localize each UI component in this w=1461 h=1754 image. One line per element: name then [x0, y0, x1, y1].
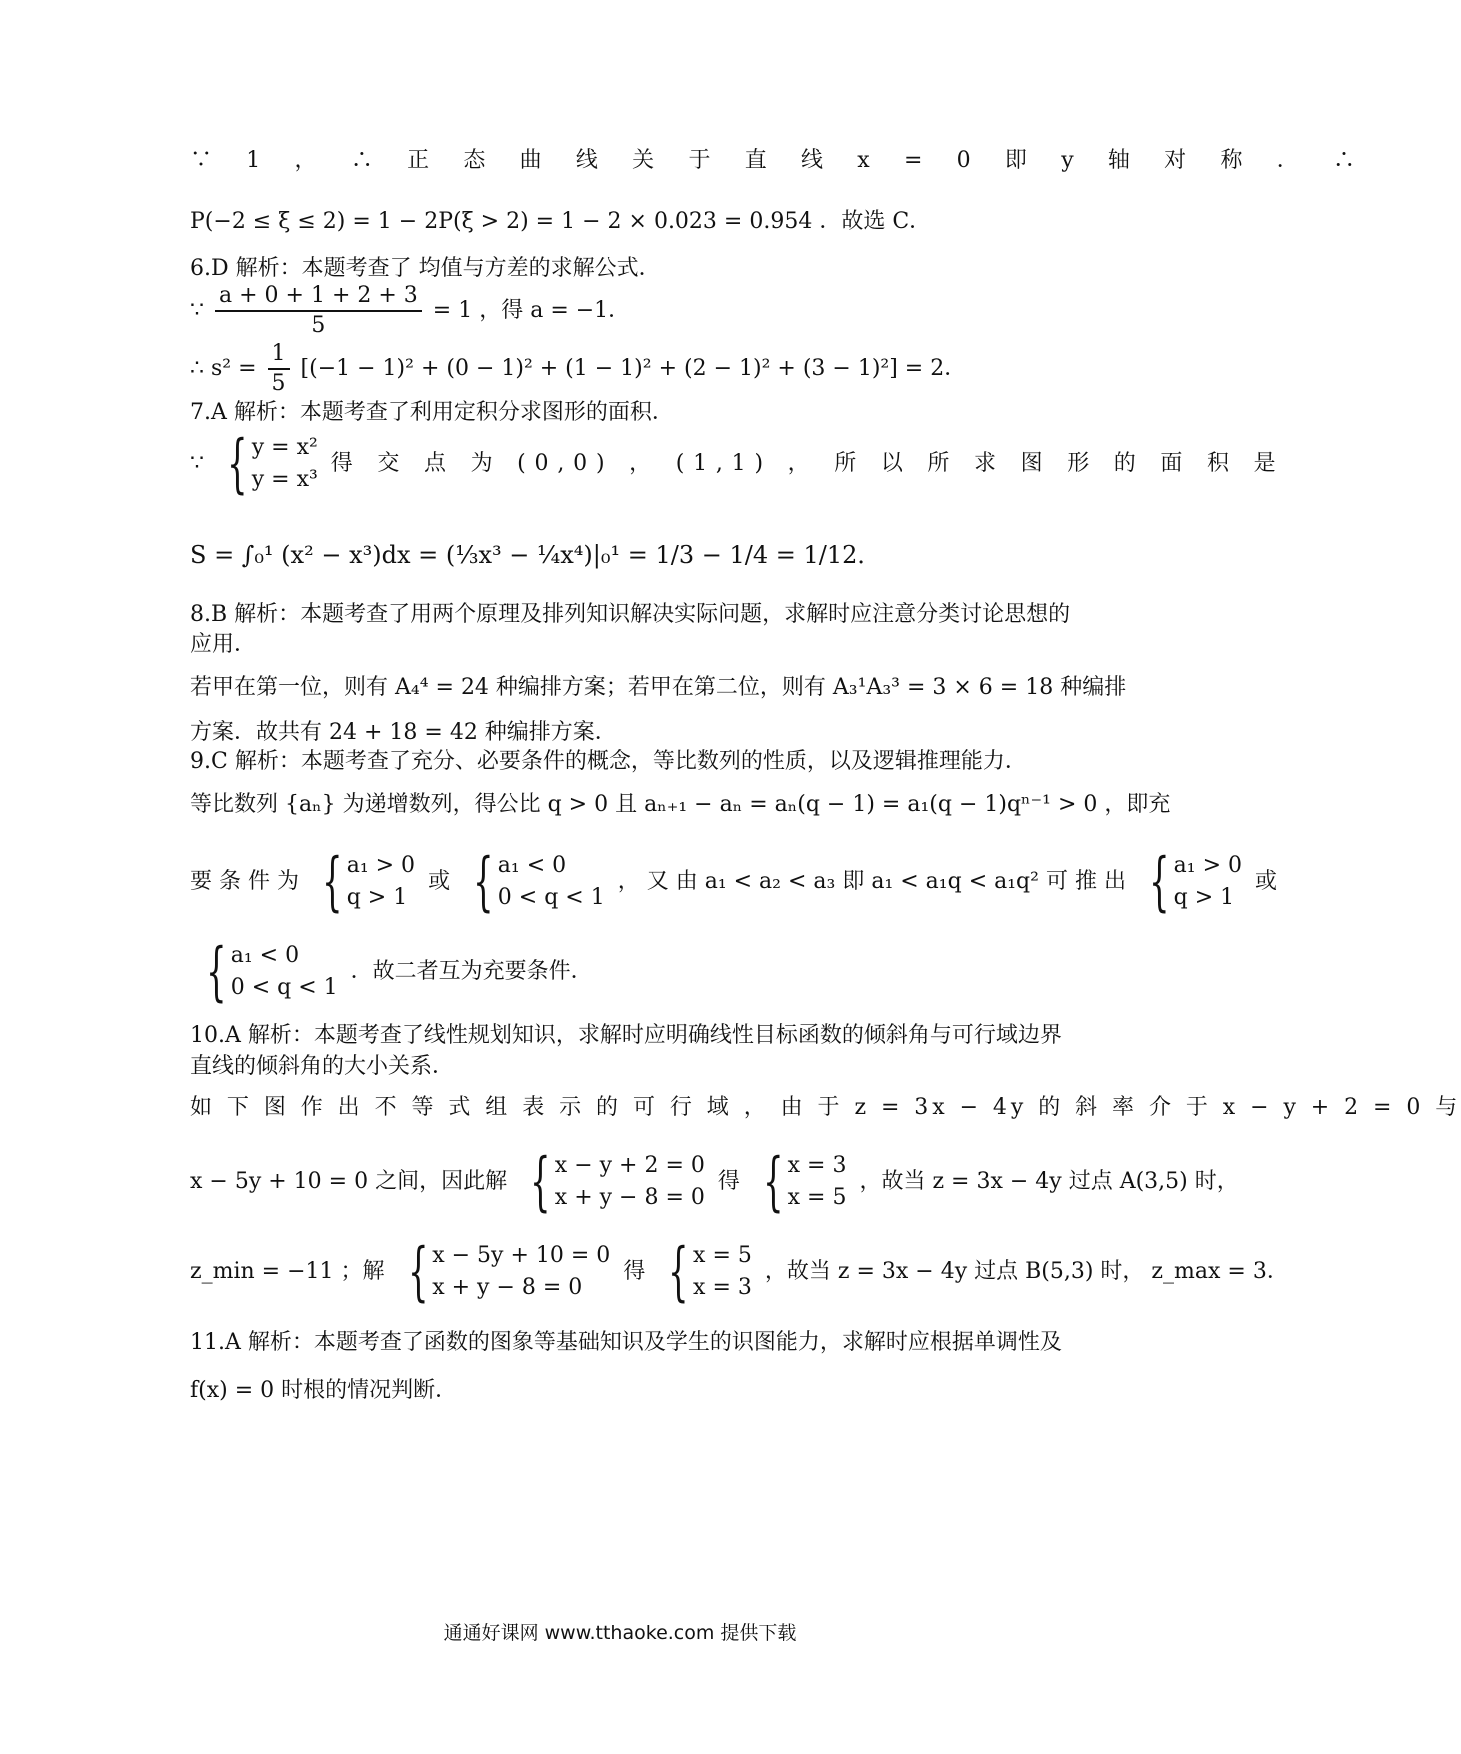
q10-zmin: z_min = −11 ；解 — [190, 1259, 385, 1284]
q6-title: 6.D 解析：本题考查了 均值与方差的求解公式． — [190, 256, 661, 281]
system-row: a₁ < 0 — [230, 943, 300, 968]
condition-system — [1139, 845, 1243, 919]
condition-system — [196, 935, 338, 1009]
equation-system — [520, 1145, 705, 1219]
system-row: x + y − 8 = 0 — [554, 1185, 705, 1210]
q6-variance — [190, 340, 966, 398]
system-row: 0 < q < 1 — [230, 975, 338, 1000]
system-row: a₁ < 0 — [497, 853, 567, 878]
q10-prefix: x − 5y + 10 = 0 之间，因此解 — [190, 1169, 508, 1194]
brace-icon: { — [530, 1145, 551, 1219]
text-line: ∵ 1 ， ∴ 正 态 曲 线 关 于 直 线 x = 0 即 y 轴 对 称 ． ∴ — [190, 148, 1369, 173]
q11-title: 11.A 解析：本题考查了函数的图象等基础知识及学生的识图能力，求解时应根据单调性及 — [190, 1330, 1062, 1355]
equation-system — [398, 1235, 611, 1309]
or-text: 或 — [1255, 869, 1278, 894]
system-row: q > 1 — [1173, 885, 1235, 910]
system-row: y = x³ — [251, 467, 318, 492]
brace-icon: { — [407, 1235, 429, 1309]
fraction-numerator: a + 0 + 1 + 2 + 3 — [215, 282, 422, 312]
fraction-denominator: 5 — [271, 371, 286, 396]
q9-middle: ， 又 由 a₁ < a₂ < a₃ 即 a₁ < a₁q < a₁q² 可 推 出 — [617, 869, 1126, 894]
q9-conclusion — [190, 935, 593, 1009]
q10-result: ，故当 z = 3x − 4y 过点 A(3,5) 时， — [859, 1169, 1239, 1194]
q7-integral: S = ∫₀¹ (x² − x³)dx = (⅓x³ − ¼x⁴)|₀¹ = 1/3 − 1/4 = 1/12． — [190, 541, 882, 569]
q10-zmax: ，故当 z = 3x − 4y 过点 B(5,3) 时， z_max = 3． — [764, 1259, 1289, 1284]
q10-title: 10.A 解析：本题考查了线性规划知识，求解时应明确线性目标函数的倾斜角与可行域边界 — [190, 1023, 1062, 1048]
system-row: a₁ > 0 — [1173, 853, 1243, 878]
variance-rhs: [(−1 − 1)² + (0 − 1)² + (1 − 1)² + (2 − 1)² + (3 − 1)²] = 2． — [300, 356, 967, 381]
q8-body: 若甲在第一位，则有 A₄⁴ = 24 种编排方案；若甲在第二位，则有 A₃¹A₃³ = 3 × 6 = 18 种编排 — [190, 675, 1127, 700]
system-row: q > 1 — [346, 885, 408, 910]
q8-body-cont: 方案．故共有 24 + 18 = 42 种编排方案． — [190, 720, 617, 745]
or-text: 或 — [428, 869, 451, 894]
solution-system — [753, 1145, 847, 1219]
q6-result: = 1 ，得 a = −1． — [432, 298, 631, 323]
system-row: x = 3 — [693, 1275, 752, 1300]
q8-title-cont: 应用． — [190, 632, 257, 657]
q9-body: 等比数列 {aₙ} 为递增数列，得公比 q > 0 且 aₙ₊₁ − aₙ = aₙ(q − 1) = a₁(q − 1)qⁿ⁻¹ > 0 ，即充 — [190, 792, 1171, 817]
brace-icon: { — [206, 935, 227, 1009]
q7-system-line — [190, 427, 1285, 501]
equation-system — [217, 427, 318, 501]
q6-equation — [190, 282, 630, 340]
q10-solve-a — [190, 1145, 1239, 1219]
q10-title-cont: 直线的倾斜角的大小关系． — [190, 1054, 455, 1079]
system-row: x + y − 8 = 0 — [432, 1275, 583, 1300]
q7-intersection-text: 得 交 点 为 (0,0) ， (1,1) ， 所 以 所 求 图 形 的 面 积 是 — [330, 451, 1285, 476]
because-symbol: ∵ — [190, 451, 204, 476]
q9-conditions — [190, 845, 1278, 919]
system-row: a₁ > 0 — [346, 853, 416, 878]
because-symbol: ∵ — [190, 298, 204, 323]
de-text: 得 — [623, 1259, 646, 1284]
brace-icon: { — [668, 1235, 689, 1309]
q10-body: 如 下 图 作 出 不 等 式 组 表 示 的 可 行 域 ， 由 于 z = 3x − 4y 的 斜 率 介 于 x − y + 2 = 0 与 — [190, 1095, 1461, 1120]
variance-fraction — [268, 340, 290, 398]
q7-title: 7.A 解析：本题考查了利用定积分求图形的面积． — [190, 400, 674, 425]
system-row: y = x² — [251, 435, 318, 460]
q11-title-cont: f(x) = 0 时根的情况判断． — [190, 1378, 458, 1403]
system-row: 0 < q < 1 — [497, 885, 605, 910]
text-line: P(−2 ≤ ξ ≤ 2) = 1 − 2P(ξ > 2) = 1 − 2 × 0.023 = 0.954 ．故选 C． — [190, 209, 932, 234]
brace-icon: { — [473, 845, 494, 919]
q9-prefix: 要 条 件 为 — [190, 869, 299, 894]
brace-icon: { — [1149, 845, 1170, 919]
brace-icon: { — [763, 1145, 784, 1219]
q10-solve-b — [190, 1235, 1289, 1309]
condition-system — [463, 845, 605, 919]
brace-icon: { — [227, 427, 248, 501]
q9-last: ．故二者互为充要条件． — [350, 959, 593, 984]
variance-lhs: ∴ s² = — [190, 356, 257, 381]
system-row: x = 5 — [787, 1185, 847, 1210]
q9-title: 9.C 解析：本题考查了充分、必要条件的概念，等比数列的性质，以及逻辑推理能力． — [190, 749, 1027, 774]
system-row: x − y + 2 = 0 — [554, 1153, 705, 1178]
solution-system — [658, 1235, 752, 1309]
de-text: 得 — [717, 1169, 740, 1194]
fraction-denominator: 5 — [311, 313, 326, 338]
system-row: x − 5y + 10 = 0 — [432, 1243, 611, 1268]
q8-title: 8.B 解析：本题考查了用两个原理及排列知识解决实际问题，求解时应注意分类讨论思想的 — [190, 602, 1071, 627]
system-row: x = 5 — [693, 1243, 752, 1268]
q6-fraction — [215, 282, 422, 340]
brace-icon: { — [322, 845, 343, 919]
fraction-numerator: 1 — [268, 340, 290, 370]
page-footer: 通通好课网 www.tthaoke.com 提供下载 — [443, 1622, 797, 1644]
system-row: x = 3 — [787, 1153, 847, 1178]
condition-system — [312, 845, 416, 919]
